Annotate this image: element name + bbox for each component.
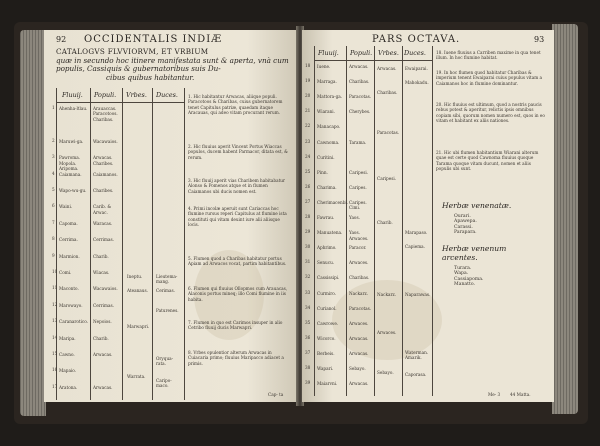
people-name: Caripes. Cimi. [349,199,367,211]
river-name: Marowayo. [59,302,83,308]
note-paragraph: 2. Hic fluuius aperit Vincent Portus Wiaccas populos, ducem habent Parmacor, ditata est, & rerum. [188,144,288,160]
herb-item: Ourari. [454,214,471,219]
note-paragraph: 1. Hic habitantur Arwacas, aliique populi. Paracotoos & Charibas, cuius gubernatorem tenet Capitulus patriæ, quaedam itaque Aracauas, qui adeo vitam procurant rerum. [188,94,283,116]
note-paragraph: 4. Primi incolæ aperuit sunt Cariaccas hoc flumine rursus reperi Capitulus at flumine ista constituti qui vitam deuint iure alii aliisque locis. [188,206,287,228]
footer-signature: 44 Matta. [510,392,531,397]
people-name: Wiacas. [93,270,110,275]
urbes-cell: Marwapri. [127,324,150,329]
people-name: Caripes. [349,184,367,190]
col-header-vrbes: Vrbes. [126,91,147,99]
row-number: 25 [305,168,311,174]
row-number: 32 [305,274,311,280]
row-number: 1 [52,105,55,110]
duces-cell: Marapaso. [405,230,428,235]
row-number: 11 [52,285,58,291]
river-name: Capoma. [59,220,78,226]
right-page [302,30,554,402]
people-name: Charibas. [349,79,370,85]
people-name: Cherybes. [349,109,371,115]
col-header-populi: Populi. [94,91,117,99]
note-paragraph: 19. In hoc flumen quod habitatur Charibas & imperium tenent Ewaiparai cuius populus vitam a Caiamanos hoc in flumine dominantur. [436,70,543,86]
herb-item: Apawepa. [454,219,477,225]
river-name: Caiamana. [59,171,82,177]
herb-item: Manatto. [454,282,475,288]
people-name: Arwacas. [93,384,113,390]
herb-item: Parapara. [454,230,477,236]
river-name: Mapaio. [59,368,77,374]
urbes-cell: Paracotas. [377,130,400,135]
row-number: 36 [305,334,311,340]
people-name: Paracotas. [349,94,372,100]
river-name: Wapo-wu-gu. [59,188,87,193]
col-header-duces: Duces. [404,49,426,57]
river-name: Senucu. [317,260,335,266]
page-edges-left [20,30,46,416]
river-name: Fawrau. [317,215,335,220]
row-number: 30 [305,244,311,250]
note-paragraph: 6. Flumen qui fluuius Ollopmos cum Arauacas, Alaconis portus mineq; illo Comi flumine in iis habita. [188,286,288,302]
note-paragraph: 7. Flumen in quo est Carimos insuper in alio Cetribo fluuij ducis Marwapri. [188,320,283,331]
subtitle-line: CATALOGVS FLVVIORVM, ET VRBIUM [56,47,209,56]
duces-cell: Lieutema-mang. [156,274,178,285]
river-name: Cawnoma. [317,139,340,145]
river-name: Curmiro. [317,290,336,296]
river-name: Maconto. [59,286,79,292]
row-number: 20 [305,93,311,99]
people-name: Caiamanos. [93,171,118,177]
people-name: Cerrimas. [93,302,114,308]
river-name: Mattora-ga. [317,94,343,100]
subtitle-line: populis, Cassiquis & gubernatoribus suis Du- [56,64,221,74]
people-name: Arwaces. [349,260,369,266]
river-name: Pinn. [317,169,328,175]
row-number: 28 [305,214,311,219]
urbes-cell: Warrata. [127,374,146,379]
duces-cell: Oryqua-rata. [156,356,174,367]
note-paragraph: 3. Hic fluuij aperit vias Charibem habitabatur Alonso & Pomenos atque et in flumen Caiamanos ubi ducis nomen est. [188,178,285,194]
herb-list-venenatae [454,214,514,236]
people-name: Charib. [93,335,109,341]
people-name: Caripesi. [349,169,369,175]
people-name: Wacawaios. [93,138,118,144]
row-number: 8 [52,236,55,242]
herb-item: Cassiapoma. [454,276,484,282]
urbes-cell: Arwaces. [377,330,397,335]
column-rule [90,88,91,400]
column-rule [314,46,315,396]
river-name: Charima. [317,184,337,190]
row-number: 5 [52,187,55,192]
duces-cell: Ewaiparai. [405,66,428,71]
people-name: Arauaccas. Paracotoos. Charibas. [93,106,118,122]
people-name: Waracas. [93,220,113,226]
note-paragraph: 8. Vrbes opulentior alterum Arwacas in Cuiacaria primo; fluuius Maripacco adiacet a primis. [188,350,284,366]
river-name: Pawroma. Mopola. Aripoma. [59,155,81,171]
people-name: Yaos. [349,215,360,220]
people-name: Cerrimas. [93,237,114,243]
duces-cell: Naparawas. [405,292,431,297]
river-name: Manacapo. [317,124,341,130]
herb-item: Carassi. [454,224,473,230]
river-name: Curitini. [317,154,335,160]
urbes-cell: Ineptu. [127,274,143,279]
people-name: Arwacas. [349,381,369,387]
people-name: Tarama. [349,139,367,145]
river-name: Wicorco. [317,335,336,341]
row-number: 16 [52,367,58,373]
people-name: Yaos. Arwaces. [349,230,369,241]
row-number: 18 [305,63,311,68]
herb-list-arcentes [454,266,514,288]
left-running-head: OCCIDENTALIS INDIÆ [84,34,223,45]
left-page [44,30,298,402]
people-name: Arwacas. [349,350,369,356]
duces-cell: Waterman. Amarik. [405,350,429,361]
urbes-cell: Arwacas. [377,66,397,71]
row-number: 15 [52,351,58,356]
row-number: 33 [305,289,311,295]
column-rule [152,88,153,400]
people-name: Charibes. [93,188,114,193]
note-paragraph: 20. Hic fluuius est ultimum, quod a nostris paucis rebus potest & aperitur, relictis ipsis omnibus copiam sibi, quorum nomen numero est, quos in eo vitam et habitant ex aliis nationes. [436,102,545,124]
row-number: 2 [52,137,55,143]
urbes-cell: Charib. [377,220,393,225]
people-name: Nepoios. [93,319,112,325]
col-header-vrbes: Vrbes. [378,49,399,57]
row-number: 27 [305,198,311,204]
river-name: Iuene. [317,64,331,69]
catchword: Me- 3 [488,392,501,397]
people-name: Arwaces. [349,320,369,326]
urbes-cell: Caripesi. [377,176,397,181]
column-rule [346,46,347,396]
river-name: Cawrowe. [317,320,339,326]
row-number: 9 [52,252,55,258]
column-rule [402,46,403,396]
herb-item: Wapa. [454,271,469,277]
people-name: Arwacas. [349,335,369,341]
column-rule [432,46,433,396]
river-name: Cerrima. [59,237,78,243]
river-name: Marmion. [59,253,80,259]
note-paragraph: 5. Flumen quod a Charibas habitatur portus Apiam ad Arwacos vocat, partim habitantibus. [188,256,287,267]
people-name: Arwacas. [349,64,369,69]
subtitle-line: quæ in secundo hoc itinere manifestata sunt & aperta, vnà cum [56,55,289,65]
herb-title-arcentes: Herbæ venenum arcentes. [442,244,507,262]
row-number: 23 [305,138,311,144]
row-number: 10 [52,269,58,274]
river-name: Ahenha-ltlau. [59,106,88,111]
note-paragraph: 18. Iuene fluuius a Carriben maxime in qua tenet illum. In hoc flumine habitat. [436,50,541,61]
col-header-duces: Duces. [156,91,178,99]
river-name: Maripa. [59,335,76,341]
river-name: Aphrimo. [317,245,337,251]
column-rule [122,88,123,400]
right-running-head: PARS OCTAVA. [372,34,461,45]
herb-item: Turara. [454,266,472,271]
river-name: Waini. [59,204,73,210]
river-name: Cassissipi. [317,275,340,281]
herb-title-venenatae: Herbæ venenatæ. [442,201,512,210]
row-number: 12 [52,301,58,307]
column-rule [374,46,375,396]
duces-cell: Mahokadu. [405,80,429,85]
urbes-cell: Ateanaus. [127,288,148,293]
row-number: 26 [305,183,311,189]
river-name: Maiarvni. [317,381,338,387]
river-name: Manuatena. [317,230,343,236]
col-header-fluuij: Fluuij. [62,91,83,99]
urbes-cell: Charibas. [377,90,398,95]
people-name: Carib. & Arwac. [93,204,112,215]
row-number: 13 [52,318,58,324]
col-header-populi: Populi. [350,49,373,57]
left-page-number: 92 [56,35,67,44]
row-number: 37 [305,349,311,355]
subtitle-line: cibus quibus habitantur. [106,72,195,82]
river-name: Maruwi-ga. [59,138,84,144]
row-number: 34 [305,304,311,310]
river-name: Aratona. [59,384,78,390]
table-rule [314,60,432,61]
people-name: Charib. [93,253,109,259]
river-name: Berbeis. [317,350,335,356]
people-name: Arwacas. Charibes. [93,155,114,166]
table-rule [56,102,184,103]
row-number: 39 [305,380,311,386]
left-subtitle [56,48,292,82]
row-number: 22 [305,123,311,129]
row-number: 29 [305,229,311,235]
row-number: 17 [52,383,58,389]
row-number: 14 [52,334,58,340]
row-number: 38 [305,365,311,370]
row-number: 19 [305,78,311,84]
duces-cell: Caporasa. [405,372,427,377]
duces-cell: Caripo-maco. [156,378,172,389]
row-number: 24 [305,153,311,159]
page-edges-right [552,24,578,414]
row-number: 6 [52,203,55,209]
people-name: Wacawaios. [93,286,118,292]
people-name: Nackarz. [349,290,369,296]
column-rule [184,88,185,400]
duces-cell: Cerimas. [156,288,175,293]
row-number: 35 [305,319,311,325]
people-name: Charibas. [349,275,370,281]
row-number: 3 [52,154,55,160]
river-name: Wapari. [317,366,334,371]
row-number: 7 [52,219,55,225]
row-number: 31 [305,259,311,265]
river-name: Wiarani. [317,109,335,115]
river-name: Marraga. [317,79,337,85]
row-number: 4 [52,170,55,176]
people-name: Sebayo. [349,366,366,371]
urbes-cell: Sebayo. [377,370,394,375]
right-page-number: 93 [534,35,545,44]
people-name: Paracor. [349,245,367,251]
people-name: Paracotas. [349,305,372,311]
people-name: Arwacas. [93,352,113,357]
river-name: Caranarotico. [59,319,89,325]
river-name: Cherimacenbi. [317,199,349,205]
note-paragraph: 21. Hic ubi flumen habitantium Wiarani alterum quae est certe quod Cawnoma fluuius quoque Tarama quoque vitam ducunt, nomen et aliis populis ubi sunt. [436,150,539,172]
col-header-fluuij: Fluuij. [318,49,339,57]
river-name: Comi. [59,270,72,275]
catchword: Cap- ta [268,392,284,397]
river-name: Curianol. [317,305,337,311]
row-number: 21 [305,108,311,114]
duces-cell: Capiema. [405,244,425,249]
urbes-cell: Nackarz. [377,292,397,297]
duces-cell: Paturenes. [156,308,179,313]
river-name: Cawno. [59,352,75,357]
